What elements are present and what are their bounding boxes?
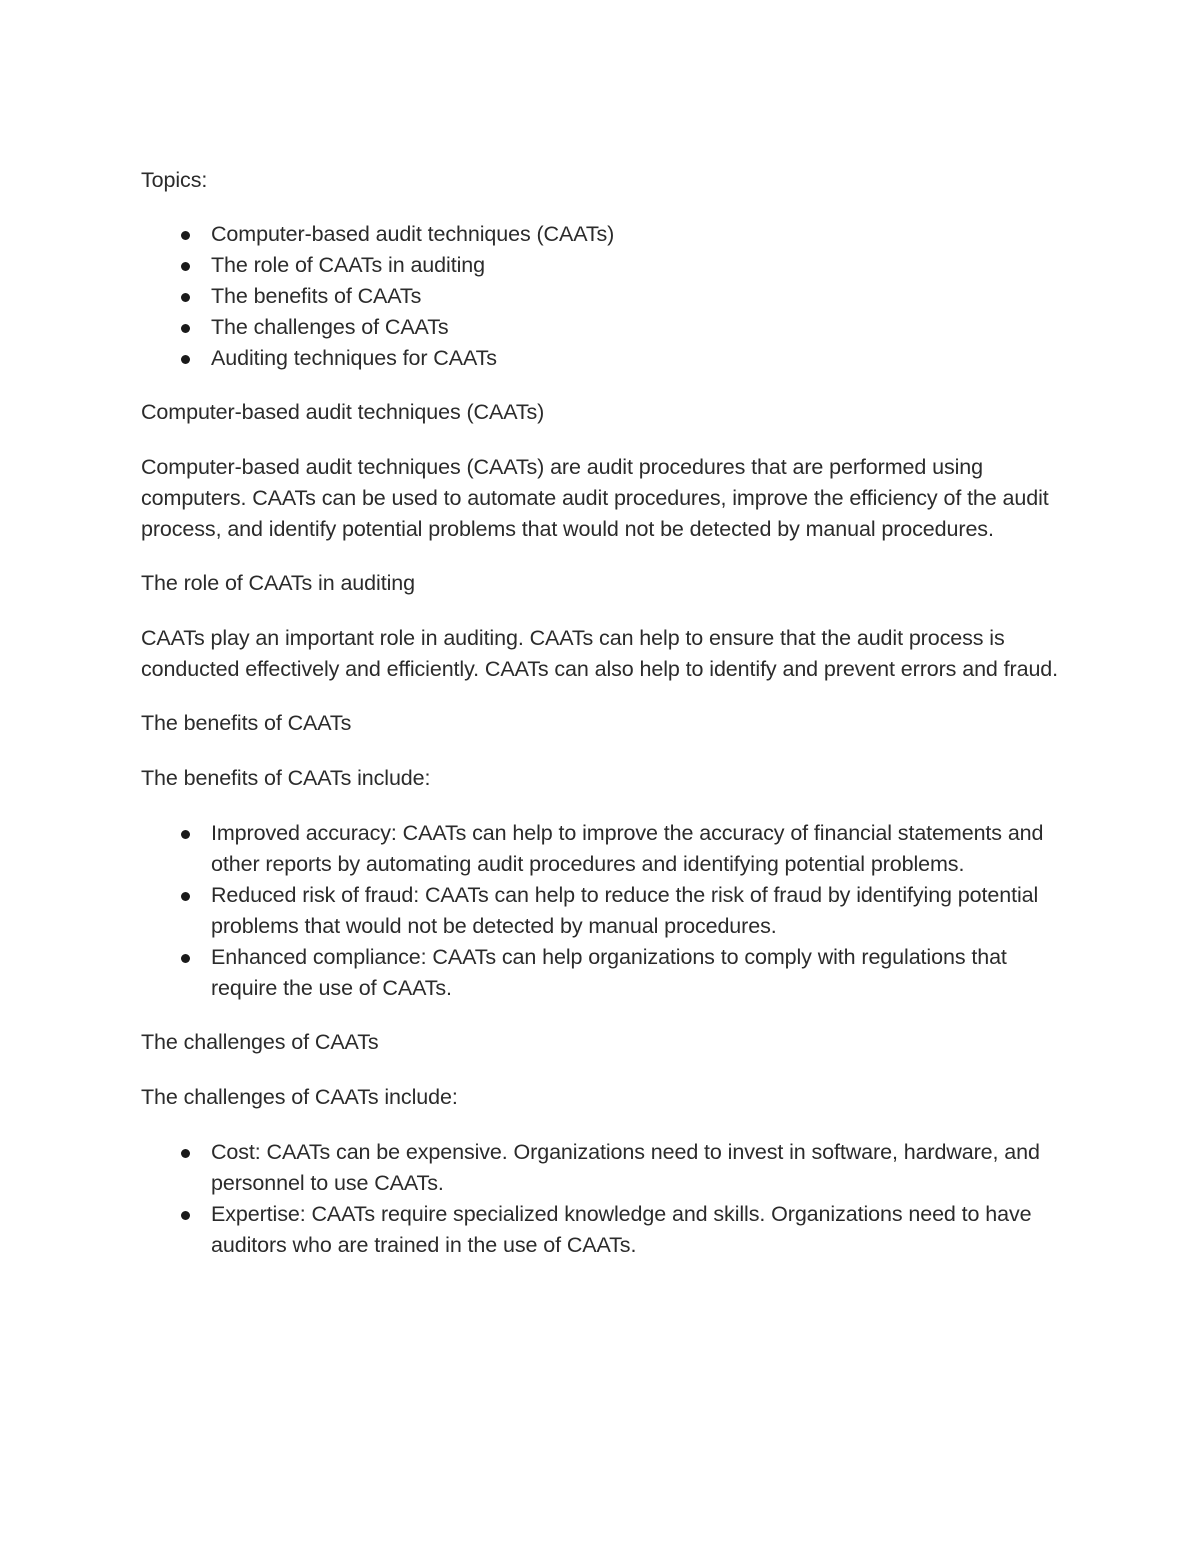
list-item: The challenges of CAATs [141,312,1061,343]
bullet-icon [181,293,190,302]
bullet-icon [181,262,190,271]
benefits-list [141,818,1061,1004]
list-item: Enhanced compliance: CAATs can help organizations to comply with regulations that require the use of CAATs. [141,942,1061,1004]
bullet-icon [181,1149,190,1158]
bullet-icon [181,892,190,901]
section-heading-caats: Computer-based audit techniques (CAATs) [141,400,545,424]
topics-label: Topics: [141,168,208,192]
bullet-icon [181,1211,190,1220]
bullet-icon [181,830,190,839]
list-item: The role of CAATs in auditing [141,250,1061,281]
list-item: Cost: CAATs can be expensive. Organizations need to invest in software, hardware, and personnel to use CAATs. [141,1137,1061,1199]
section-heading-benefits: The benefits of CAATs [141,711,352,735]
bullet-icon [181,324,190,333]
list-item: Expertise: CAATs require specialized knowledge and skills. Organizations need to have auditors who are trained in the use of CAATs. [141,1199,1061,1261]
list-item: Auditing techniques for CAATs [141,343,1061,374]
topics-list [141,219,1061,374]
challenges-list [141,1137,1061,1261]
challenges-intro: The challenges of CAATs include: [141,1085,458,1109]
document-page [141,165,1061,1284]
list-item: Reduced risk of fraud: CAATs can help to reduce the risk of fraud by identifying potential problems that would not be detected by manual procedures. [141,880,1061,942]
section-heading-role: The role of CAATs in auditing [141,571,415,595]
list-item: Improved accuracy: CAATs can help to improve the accuracy of financial statements and other reports by automating audit procedures and identifying potential problems. [141,818,1061,880]
bullet-icon [181,355,190,364]
section-heading-challenges: The challenges of CAATs [141,1030,379,1054]
benefits-intro: The benefits of CAATs include: [141,766,431,790]
list-item: The benefits of CAATs [141,281,1061,312]
section-body-role: CAATs play an important role in auditing. CAATs can help to ensure that the audit process is conducted effectively and efficiently. CAATs can also help to identify and prevent errors and fraud. [141,626,1059,681]
list-item: Computer-based audit techniques (CAATs) [141,219,1061,250]
section-body-caats: Computer-based audit techniques (CAATs) are audit procedures that are performed using computers. CAATs can be used to automate audit procedures, improve the efficiency of the audit process, and identify potential problems that would not be detected by manual procedures. [141,455,1049,541]
bullet-icon [181,954,190,963]
bullet-icon [181,231,190,240]
